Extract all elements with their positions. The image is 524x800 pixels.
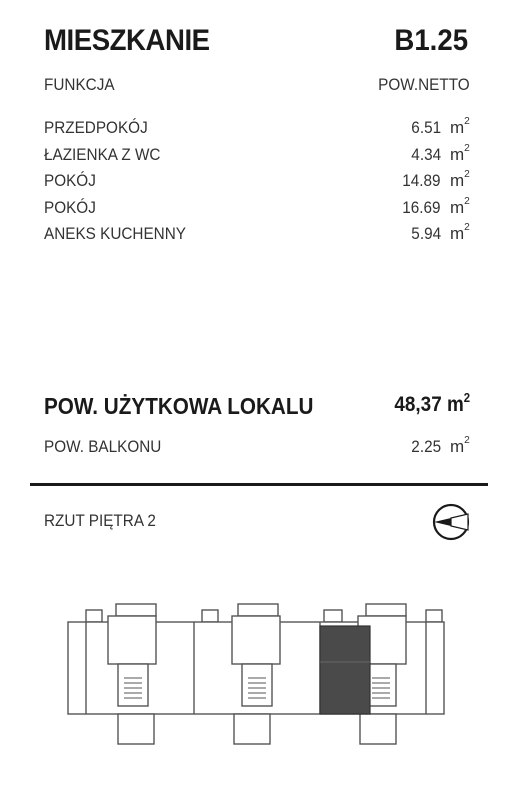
area-unit: $m^2$ (450, 222, 470, 243)
room-row (44, 118, 470, 145)
balcony-label: POW. BALKONU (44, 437, 162, 456)
area-unit: $m^2$ (450, 169, 470, 190)
column-header-area: POW.NETTO (378, 75, 470, 94)
room-list (44, 118, 470, 251)
room-name: POKÓJ (44, 197, 96, 217)
room-area: 4.34 (411, 144, 441, 164)
room-area: 16.69 (402, 197, 441, 217)
room-row (44, 142, 470, 172)
floor-label: RZUT PIĘTRA 2 (44, 511, 156, 530)
page-title: MIESZKANIE (44, 24, 210, 57)
section-divider (30, 483, 488, 486)
area-unit: $m^2$ (450, 435, 470, 456)
total-area-label: POW. UŻYTKOWA LOKALU (44, 393, 314, 419)
room-area: 5.94 (411, 224, 441, 243)
floor-plan-diagram (62, 598, 452, 748)
room-row (44, 224, 470, 251)
compass-icon (431, 502, 471, 542)
room-row (44, 195, 470, 225)
total-area-value: 48,37 $m^2$ (394, 391, 470, 416)
room-area: 6.51 (411, 118, 441, 137)
balcony-area: 2.25 (411, 437, 441, 456)
room-name: ANEKS KUCHENNY (44, 224, 186, 243)
area-unit: $m^2$ (450, 116, 470, 137)
column-header-function: FUNKCJA (44, 75, 115, 94)
room-name: POKÓJ (44, 171, 96, 190)
room-name: PRZEDPOKÓJ (44, 118, 148, 137)
area-unit: $m^2$ (450, 195, 470, 217)
room-name: ŁAZIENKA Z WC (44, 144, 161, 164)
area-unit: $m^2$ (450, 142, 470, 164)
room-row (44, 171, 470, 198)
unit-code: B1.25 (394, 24, 468, 57)
room-area: 14.89 (402, 171, 441, 190)
